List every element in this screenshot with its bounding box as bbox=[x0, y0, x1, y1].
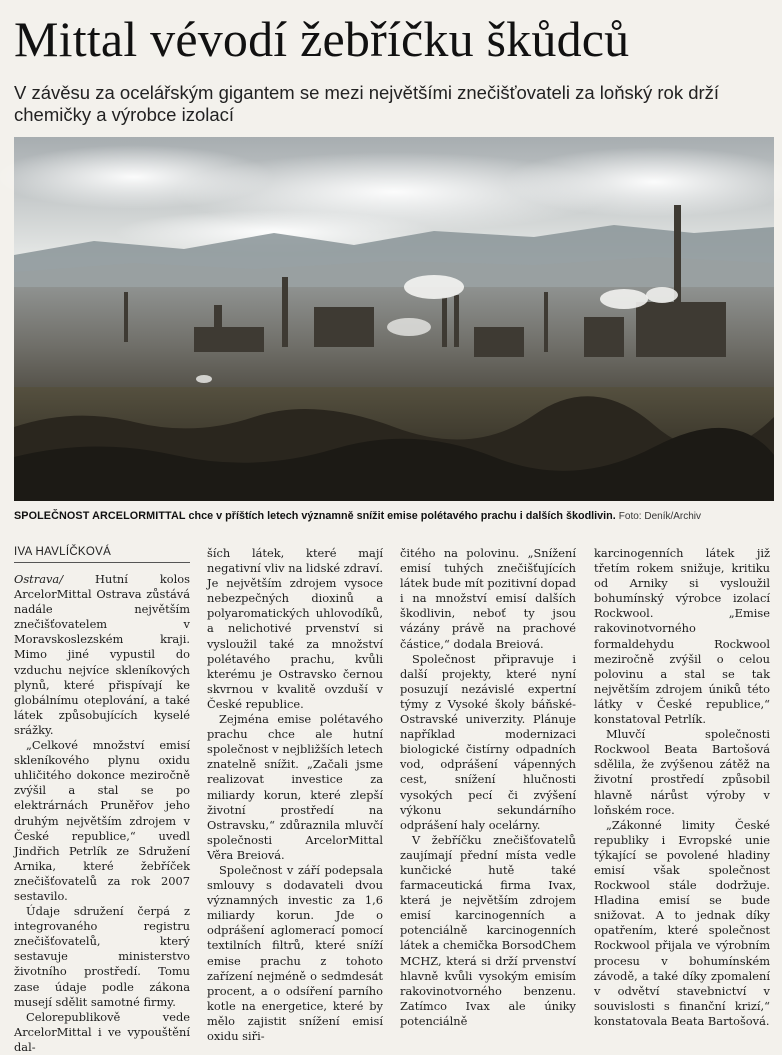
article-paragraph: Společnost v září podepsala smlouvy s dodavateli dvou významných investic za 1,6 miliardy korun. Jde o odprášení aglomerací pomocí textilních filtrů, které sníží emise prachu z tohoto zařízení nejméně o sedmdesát procent, a o odsíření parního kotle na energetice, které by mělo zajistit snížení emisí oxidu siři- bbox=[207, 862, 383, 1043]
article-paragraph: Zejména emise polétavého prachu chce ale hutní společnost v nejbližších letech znatelně snížit. „Začali jsme realizovat investice za miliardy korun, které zlepší životní prostředí na Ostravsku,“ zdůraznila mluvčí společnosti ArcelorMittal Věra Breiová. bbox=[207, 712, 383, 862]
author-byline: IVA HAVLÍČKOVÁ bbox=[14, 546, 190, 563]
steelworks-photo bbox=[14, 137, 774, 501]
caption-credit: Foto: Deník/Archiv bbox=[618, 511, 702, 522]
article-paragraph: Mluvčí společnosti Rockwool Beata Bartošová sdělila, že zvýšenou zátěž na životní prostředí způsobil hlavně nárůst výroby v loňském roce. bbox=[594, 727, 770, 817]
article-paragraph: Ostrava/ Hutní kolos ArcelorMittal Ostrava zůstává nadále největším znečišťovatelem v Moravskoslezském kraji. Mimo jiné vypustil do vzduchu nejvíce skleníkových plynů, které přispívají ke globálnímu oteplování, a také látek způsobujících kyselé srážky. bbox=[14, 572, 190, 737]
photo-caption bbox=[14, 509, 774, 524]
article-paragraph: Společnost připravuje i další projekty, které nyní posuzují nezávislé expertní týmy z Vysoké školy báňské-Ostravské univerzity. Plánuje například modernizaci biologické čistírny odpadních vod, odprášení vápenných cest, snížení hlučnosti vysokých pecí či zvýšení výkonu sekundárního odprášení haly ocelárny. bbox=[400, 651, 576, 832]
article-column-2 bbox=[207, 546, 383, 1043]
article-paragraph: „Zákonné limity České republiky i Evropské unie týkající se povolené hladiny emisí však společnost Rockwool stále dodržuje. Hladina emisí se bude snižovat. A to jednak díky opatřením, které společnost Rockwool přijala ve výrobním procesu v bohumínském závodě, a také díky zpomalení v odvětví stavebnictví v souvislosti s finanční krizí,“ konstatovala Beata Bartošová. bbox=[594, 817, 770, 1028]
article-headline: Mittal vévodí žebříčku škůdců bbox=[14, 11, 630, 67]
article-paragraph: V žebříčku znečišťovatelů zaujímají přední místa vedle kunčické hutě také farmaceutická firma Ivax, která je největším zdrojem emisí karcinogenních a potenciálně karcinogenních látek a chemička BorsodChem MCHZ, která si drží prvenství hlavně kvůli vysokým emisím rakovinotvorného benzenu. Zatímco Ivax ale úniky potenciálně bbox=[400, 832, 576, 1028]
article-column-3 bbox=[400, 546, 576, 1028]
article-subhead: V závěsu za ocelářským gigantem se mezi největšími znečišťovateli za loňský rok drží chemičky a výrobce izolací bbox=[14, 82, 720, 125]
article-paragraph: karcinogenních látek již třetím rokem snižuje, kritiku od Arniky si vysloužil bohumínský výrobce izolací Rockwool. „Emise rakovinotvorného formaldehydu Rockwool meziročně zvýšil o celou polovinu a stal se tak největším zdrojem úniků této látky v České republice,“ konstatoval Petrlík. bbox=[594, 546, 770, 727]
industrial-landscape-photo-icon bbox=[14, 137, 774, 501]
article-paragraph: Údaje sdružení čerpá z integrovaného registru znečišťovatelů, který sestavuje ministerstvo životního prostředí. Tomu zase údaje podle zákona musejí sdělit samotné firmy. bbox=[14, 904, 190, 1009]
article-column-4 bbox=[594, 546, 770, 1028]
dateline: Ostrava/ bbox=[14, 572, 64, 586]
article-paragraph: Celorepublikově vede ArcelorMittal i ve vypouštění dal- bbox=[14, 1009, 190, 1054]
article-paragraph: „Celkové množství emisí skleníkového plynu oxidu uhličitého dokonce meziročně zvýšil a stal se po elektrárnách Pruněřov jeho druhým největším zdrojem v České republice,“ uvedl Jindřich Petrlík ze Sdružení Arnika, které žebříček znečišťovatelů za rok 2007 sestavilo. bbox=[14, 738, 190, 903]
article-column-1 bbox=[14, 572, 190, 1054]
caption-lead: SPOLEČNOST ARCELORMITTAL bbox=[14, 510, 186, 522]
article-paragraph: ších látek, které mají negativní vliv na lidské zdraví. Je největším zdrojem vysoce nebezpečných dioxinů a polyaromatických uhlovodíků, a nelichotivé prvenství si vysloužil také za množství polétavého prachu, kvůli kterému je Ostravsko černou skvrnou v kvalitě ovzduší v České republice. bbox=[207, 546, 383, 711]
caption-text: chce v příštích letech významně snížit emise polétavého prachu i dalších škodlivin. bbox=[185, 510, 616, 522]
article-paragraph: čitého na polovinu. „Snížení emisí tuhých znečišťujících látek bude mít pozitivní dopad i na množství emisí dalších škodlivin, neboť ty jsou vázány právě na prachové částice,“ dodala Breiová. bbox=[400, 546, 576, 651]
